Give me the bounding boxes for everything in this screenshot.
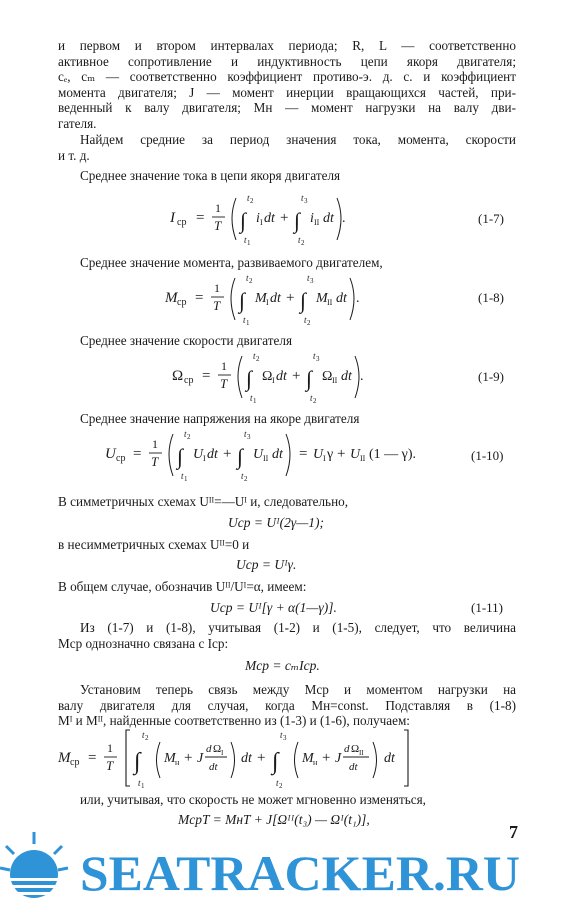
svg-text:3: 3: [310, 277, 314, 285]
svg-text:T: T: [214, 218, 222, 233]
svg-text:γ: γ: [327, 447, 334, 462]
svg-text:I: I: [260, 218, 263, 227]
svg-text:Ω: Ω: [172, 368, 184, 384]
equation-number: (1-10): [471, 448, 504, 463]
svg-text:1: 1: [214, 281, 220, 295]
equation-number: (1-9): [478, 369, 504, 384]
svg-text:∫: ∫: [294, 208, 301, 233]
label-voltage: Среднее значение напряжения на якоре двигателя: [80, 411, 360, 426]
svg-text:U: U: [105, 446, 116, 462]
svg-text:d: d: [206, 743, 212, 755]
svg-text:U: U: [313, 447, 324, 462]
svg-text:2: 2: [313, 397, 317, 405]
svg-text:t: t: [301, 193, 304, 203]
svg-text:t: t: [181, 471, 184, 481]
svg-text:t: t: [304, 315, 307, 325]
svg-text:1: 1: [152, 437, 158, 451]
equation-moment-load: [58, 724, 488, 794]
svg-text:t: t: [280, 730, 283, 740]
page-number: 7: [509, 822, 518, 842]
svg-text:I: I: [170, 210, 175, 226]
svg-text:i: i: [310, 211, 314, 226]
svg-text:2: 2: [256, 355, 260, 363]
svg-text:I: I: [272, 376, 275, 385]
svg-text:1: 1: [107, 741, 113, 755]
intro-line: и первом и втором интервалах периода; R, L — соответственно: [58, 38, 516, 53]
svg-text:ср: ср: [70, 757, 80, 768]
set-line: Установим теперь связь между Mср и моментом нагрузки на: [80, 682, 516, 697]
equation-number: (1-11): [471, 600, 504, 615]
svg-text:II: II: [332, 376, 338, 385]
svg-text:+: +: [223, 446, 232, 462]
svg-text:t: t: [246, 273, 249, 283]
svg-text:2: 2: [244, 475, 248, 483]
label-moment: Среднее значение момента, развиваемого двигателем,: [80, 255, 383, 270]
svg-text:M: M: [165, 290, 178, 306]
svg-text:dt: dt: [207, 447, 218, 462]
svg-text:3: 3: [304, 197, 308, 205]
svg-text:i: i: [256, 211, 260, 226]
svg-text:ср: ср: [177, 217, 187, 228]
svg-text:II: II: [359, 749, 364, 757]
svg-text:t: t: [253, 351, 256, 361]
intro-paragraph: [58, 38, 516, 132]
svg-text:dt: dt: [241, 751, 252, 766]
general-text: В общем случае, обозначив Uᴵᴵ/Uᴵ=α, имеем:: [58, 579, 307, 594]
svg-text:∫: ∫: [237, 444, 244, 469]
svg-text:d: d: [344, 743, 350, 755]
svg-text:1: 1: [253, 397, 257, 405]
svg-text:ср: ср: [177, 297, 187, 308]
from-line: Из (1-7) и (1-8), учитывая (1-2) и (1-5), следует, что величина: [80, 620, 516, 635]
svg-text:t: t: [310, 393, 313, 403]
set-paragraph: [58, 682, 516, 729]
svg-text:t: t: [241, 471, 244, 481]
final-equation: MсрT = MнT + J[Ωᴵᴵ(t₃) — Ωᴵ(t₁)],: [178, 812, 370, 827]
equation-number: (1-8): [478, 290, 504, 305]
svg-text:+: +: [292, 368, 301, 384]
svg-text:1: 1: [215, 201, 221, 215]
svg-text:2: 2: [250, 197, 254, 205]
svg-text:t: t: [184, 429, 187, 439]
svg-text:=: =: [195, 290, 204, 306]
svg-text:M: M: [164, 751, 176, 766]
svg-text:I: I: [266, 298, 269, 307]
svg-text:t: t: [244, 429, 247, 439]
label-speed: Среднее значение скорости двигателя: [80, 333, 293, 348]
intro-line: cₑ, cₘ — соответственно коэффициент противо-э. д. с. и коэффициент: [58, 69, 516, 85]
equation-1-7: [170, 188, 390, 248]
svg-text:=: =: [202, 368, 211, 384]
svg-text:+: +: [286, 290, 295, 306]
svg-text:t: t: [250, 393, 253, 403]
svg-text:I: I: [323, 454, 326, 463]
svg-text:2: 2: [307, 319, 311, 327]
label-current: Среднее значение тока в цепи якоря двигателя: [80, 168, 341, 183]
svg-text:II: II: [263, 454, 269, 463]
equation-1-10: [105, 424, 465, 484]
svg-text:t: t: [244, 235, 247, 245]
svg-text:T: T: [213, 298, 221, 313]
intro-line: момента двигателя; J — момент инерции вращающихся частей, при-: [58, 84, 516, 100]
svg-text:=: =: [88, 750, 97, 766]
svg-text:2: 2: [187, 433, 191, 441]
svg-text:J: J: [335, 751, 342, 766]
svg-text:t: t: [307, 273, 310, 283]
svg-text:t: t: [298, 235, 301, 245]
svg-text:∫: ∫: [246, 366, 253, 391]
svg-text:1: 1: [246, 319, 250, 327]
svg-text:=: =: [133, 446, 142, 462]
svg-text:dt: dt: [336, 291, 347, 306]
svg-text:.: .: [342, 211, 346, 226]
intro-line: активное сопротивление и индуктивность цепи якоря двигателя;: [58, 53, 516, 69]
svg-text:dt: dt: [349, 761, 358, 773]
set-line: Mᴵ и Mᴵᴵ, найденные соответственно из (1-3) и (1-6), получаем:: [58, 713, 410, 729]
svg-text:+: +: [337, 446, 346, 462]
svg-text:dt: dt: [384, 751, 395, 766]
svg-text:M: M: [58, 750, 71, 766]
svg-text:∫: ∫: [134, 749, 141, 775]
svg-text:t: t: [276, 778, 279, 788]
symmetric-text: В симметричных схемах Uᴵᴵ=—Uᴵ и, следовательно,: [58, 494, 349, 509]
svg-text:1: 1: [141, 782, 145, 790]
svg-text:Ω: Ω: [351, 743, 360, 755]
find-line: и т. д.: [58, 147, 90, 163]
svg-text:II: II: [360, 454, 366, 463]
svg-text:t: t: [243, 315, 246, 325]
svg-text:U: U: [253, 447, 264, 462]
svg-text:2: 2: [279, 782, 283, 790]
find-paragraph: [58, 132, 516, 163]
svg-text:dt: dt: [209, 761, 218, 773]
svg-text:M: M: [316, 291, 328, 306]
set-line: валу двигателя для случая, когда Mн=const. Подставляя в (1-8): [58, 697, 516, 713]
svg-text:∫: ∫: [306, 366, 313, 391]
svg-text:∫: ∫: [300, 288, 307, 313]
svg-text:T: T: [220, 376, 228, 391]
svg-text:II: II: [327, 298, 333, 307]
svg-text:∫: ∫: [272, 749, 279, 775]
svg-text:t: t: [313, 351, 316, 361]
symmetric-equation: Uср = Uᴵ(2γ—1);: [228, 515, 324, 530]
svg-text:1: 1: [184, 475, 188, 483]
svg-text:T: T: [151, 454, 159, 469]
from-line: Mср однозначно связана с Iср:: [58, 635, 229, 651]
asymmetric-text: в несимметричных схемах Uᴵᴵ=0 и: [58, 537, 250, 552]
svg-text:Ω: Ω: [322, 369, 333, 384]
intro-line: веденный к валу двигателя; Mн — момент нагрузки на валу дви-: [58, 100, 516, 116]
svg-text:Ω: Ω: [262, 369, 273, 384]
svg-text:(1 — γ).: (1 — γ).: [369, 447, 417, 462]
svg-text:dt: dt: [272, 447, 283, 462]
from-paragraph: [58, 620, 516, 651]
svg-text:+: +: [322, 750, 331, 766]
svg-text:=: =: [299, 446, 308, 462]
svg-text:I: I: [221, 749, 224, 757]
svg-text:t: t: [142, 730, 145, 740]
svg-text:ср: ср: [116, 453, 126, 464]
svg-text:dt: dt: [276, 369, 287, 384]
svg-text:+: +: [257, 750, 266, 766]
svg-text:н: н: [313, 758, 318, 767]
sun-logo-icon: [0, 832, 70, 898]
svg-text:+: +: [280, 210, 289, 226]
svg-text:1: 1: [247, 239, 251, 247]
svg-text:ср: ср: [184, 375, 194, 386]
find-line: Найдем средние за период значения тока, момента, скорости: [80, 132, 516, 147]
svg-text:I: I: [203, 454, 206, 463]
svg-text:dt: dt: [323, 211, 334, 226]
svg-text:T: T: [106, 758, 114, 773]
svg-text:2: 2: [249, 277, 253, 285]
svg-text:M: M: [255, 291, 267, 306]
equation-1-8: [165, 268, 395, 328]
svg-text:U: U: [350, 447, 361, 462]
svg-text:t: t: [138, 778, 141, 788]
svg-text:dt: dt: [341, 369, 352, 384]
svg-text:∫: ∫: [239, 288, 246, 313]
svg-text:3: 3: [283, 734, 287, 742]
svg-text:t: t: [247, 193, 250, 203]
svg-text:2: 2: [301, 239, 305, 247]
svg-text:II: II: [314, 218, 320, 227]
or-text: или, учитывая, что скорость не может мгновенно изменяться,: [80, 792, 426, 807]
general-equation: Uср = Uᴵ[γ + α(1—γ)].: [210, 600, 337, 615]
svg-text:.: .: [360, 369, 364, 384]
equation-1-9: [172, 346, 392, 406]
seatracker-watermark: [0, 828, 569, 900]
svg-text:M: M: [302, 751, 314, 766]
intro-line: гателя.: [58, 115, 97, 131]
asymmetric-equation: Uср = Uᴵγ.: [236, 557, 297, 572]
svg-text:dt: dt: [264, 211, 275, 226]
svg-text:=: =: [196, 210, 205, 226]
svg-text:н: н: [175, 758, 180, 767]
svg-text:.: .: [356, 291, 360, 306]
svg-text:J: J: [197, 751, 204, 766]
svg-text:+: +: [184, 750, 193, 766]
svg-text:∫: ∫: [240, 208, 247, 233]
watermark-text: SEATRACKER.RU: [80, 845, 520, 900]
svg-text:3: 3: [316, 355, 320, 363]
svg-text:∫: ∫: [177, 444, 184, 469]
equation-number: (1-7): [478, 211, 504, 226]
link-equation: Mср = cₘIср.: [245, 658, 320, 673]
svg-text:U: U: [193, 447, 204, 462]
svg-text:dt: dt: [270, 291, 281, 306]
svg-text:Ω: Ω: [213, 743, 222, 755]
svg-text:3: 3: [247, 433, 251, 441]
svg-text:1: 1: [221, 359, 227, 373]
svg-text:2: 2: [145, 734, 149, 742]
